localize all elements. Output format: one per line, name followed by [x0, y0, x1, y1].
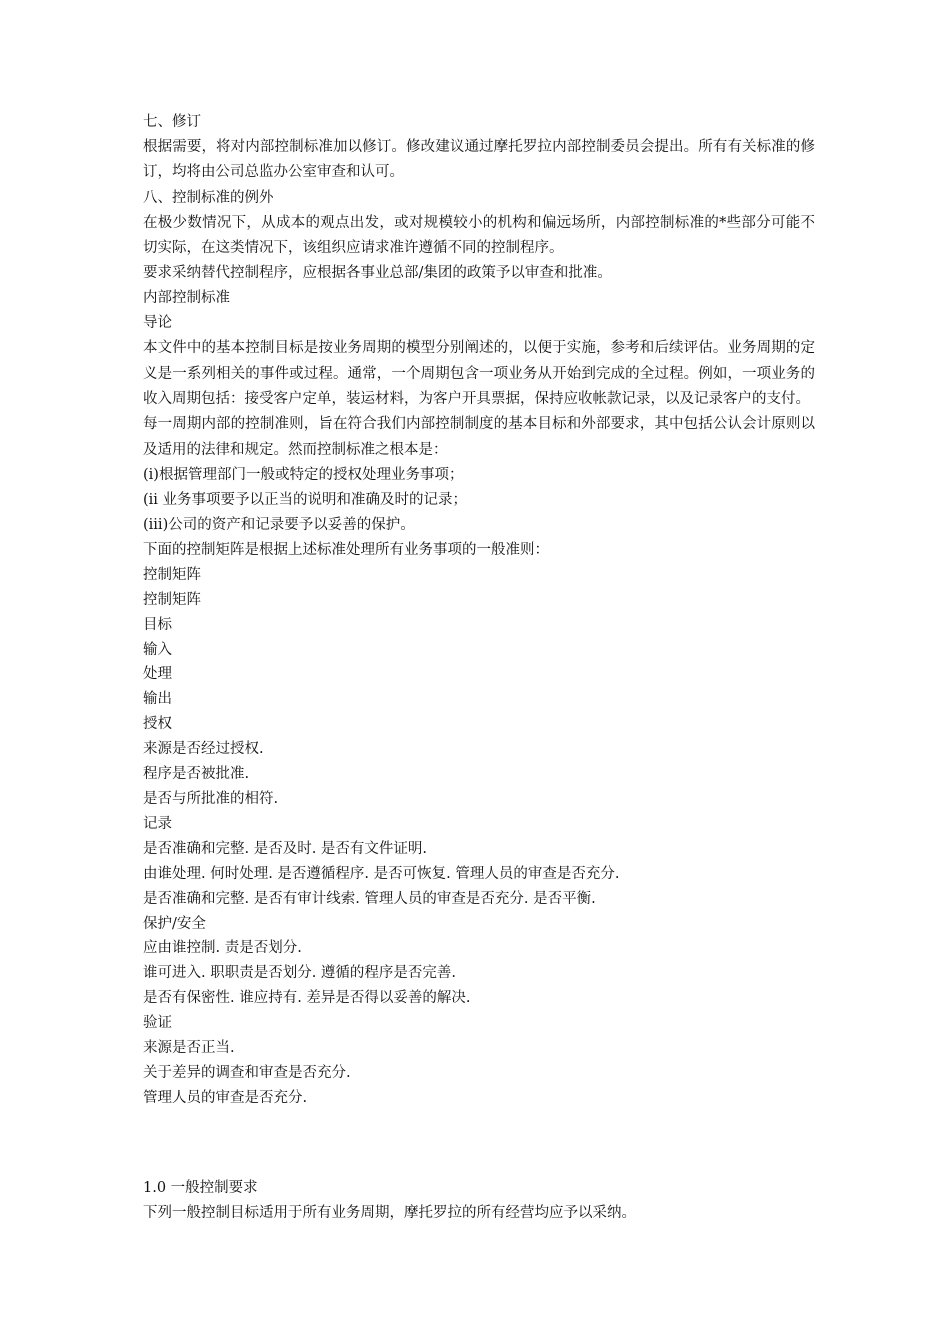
exceptions-heading: 八、控制标准的例外 [143, 189, 274, 206]
revision-paragraph: 根据需要，将对内部控制标准加以修订。修改建议通过摩托罗拉内部控制委员会提出。所有有关标准的修订，均将由公司总监办公室审查和认可。 [143, 138, 815, 181]
matrix-intro: 下面的控制矩阵是根据上述标准处理所有业务事项的一般准则： [143, 541, 549, 558]
matrix-line: 保护/安全 [143, 915, 206, 932]
matrix-line: 是否准确和完整. 是否有审计线索. 管理人员的审查是否充分. 是否平衡. [143, 890, 596, 907]
standard-item-iii: (iii)公司的资产和记录要予以妥善的保护。 [143, 517, 415, 533]
section-paragraph: 下列一般控制目标适用于所有业务周期，摩托罗拉的所有经营均应予以采纳。 [143, 1204, 636, 1221]
matrix-line: 是否准确和完整. 是否及时. 是否有文件证明. [143, 840, 428, 857]
matrix-line: 控制矩阵 [143, 566, 201, 583]
exceptions-paragraph-2: 要求采纳替代控制程序，应根据各事业总部/集团的政策予以审查和批准。 [143, 265, 612, 282]
matrix-line: 应由谁控制. 责是否划分. [143, 940, 302, 957]
matrix-line: 程序是否被批准. [143, 766, 250, 783]
document-body [143, 110, 815, 1226]
matrix-line: 来源是否正当. [143, 1040, 235, 1057]
matrix-line: 授权 [143, 716, 172, 733]
matrix-line: 是否有保密性. 谁应持有. 差异是否得以妥善的解决. [143, 990, 471, 1007]
matrix-line: 管理人员的审查是否充分. [143, 1089, 308, 1106]
standards-title: 内部控制标准 [143, 290, 230, 307]
introduction-paragraph-2: 每一周期内部的控制准则，旨在符合我们内部控制制度的基本目标和外部要求，其中包括公认会计原则以及适用的法律和规定。然而控制标准之根本是： [143, 416, 815, 458]
matrix-line: 输出 [143, 691, 172, 708]
exceptions-paragraph-1: 在极少数情况下，从成本的观点出发，或对规模较小的机构和偏远场所，内部控制标准的*些部分可能不切实际，在这类情况下，该组织应请求准许遵循不同的控制程序。 [143, 214, 815, 257]
revision-heading: 七、修订 [143, 114, 201, 130]
matrix-line: 输入 [143, 641, 172, 658]
matrix-line: 验证 [143, 1015, 172, 1032]
section-heading: 1.0 一般控制要求 [143, 1179, 258, 1196]
matrix-line: 关于差异的调查和审查是否充分. [143, 1064, 351, 1081]
matrix-line: 是否与所批准的相符. [143, 790, 279, 807]
matrix-line: 由谁处理. 何时处理. 是否遵循程序. 是否可恢复. 管理人员的审查是否充分. [143, 865, 620, 882]
matrix-line: 处理 [143, 666, 172, 683]
matrix-line: 控制矩阵 [143, 591, 201, 608]
section-spacer [143, 1111, 815, 1176]
matrix-line: 来源是否经过授权. [143, 741, 264, 758]
matrix-line: 目标 [143, 616, 172, 633]
matrix-line: 谁可进入. 职职责是否划分. 遵循的程序是否完善. [143, 965, 457, 982]
introduction-paragraph-1: 本文件中的基本控制目标是按业务周期的模型分别阐述的，以便于实施，参考和后续评估。业务周期的定义是一系列相关的事件或过程。通常，一个周期包含一项业务从开始到完成的全过程。例如，一项业务的收入周期包括：接受客户定单，装运材料，为客户开具票据，保持应收帐款记录，以及记录客户的支付。 [143, 340, 815, 407]
control-matrix [143, 563, 815, 1111]
matrix-line: 记录 [143, 815, 172, 832]
standard-item-ii: (ii 业务事项要予以正当的说明和准确及时的记录； [143, 492, 468, 509]
introduction-heading: 导论 [143, 315, 172, 332]
standard-item-i: (i)根据管理部门一般或特定的授权处理业务事项； [143, 467, 464, 484]
